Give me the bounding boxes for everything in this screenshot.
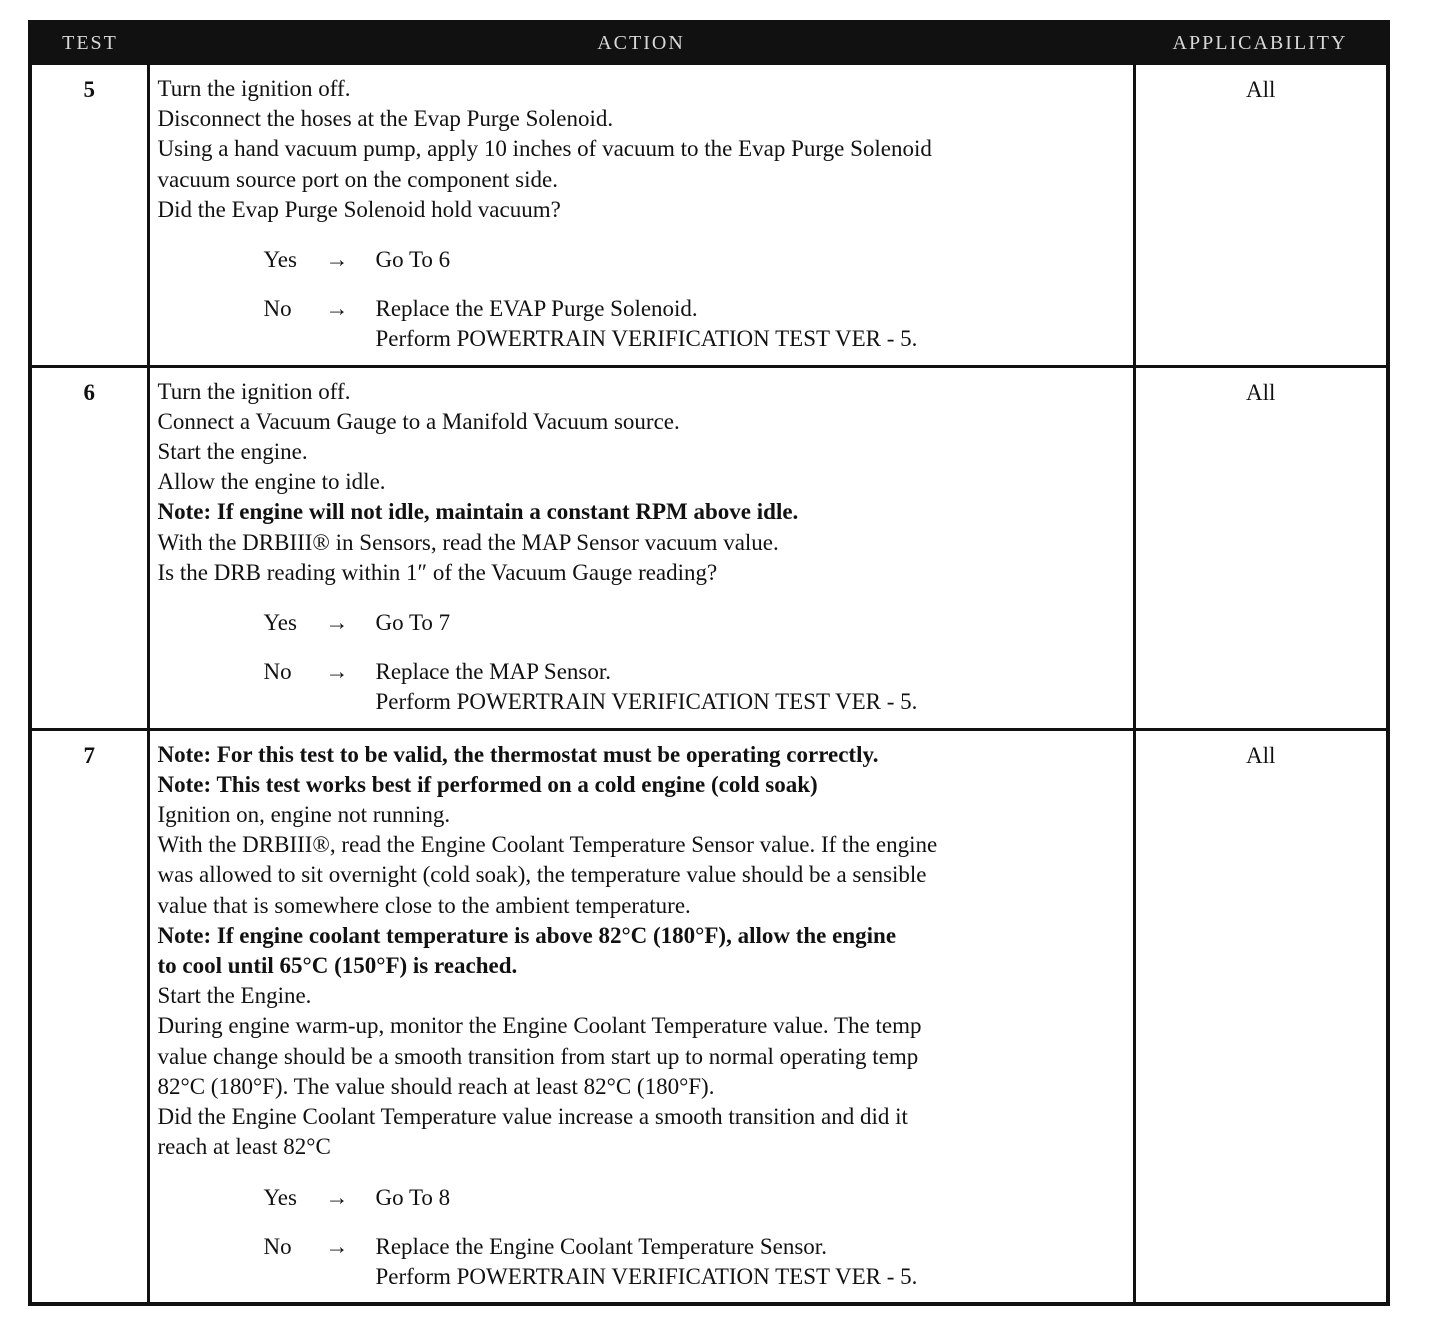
applicability-cell: All [1134, 729, 1388, 1304]
instruction-line: reach at least 82°C [157, 1134, 331, 1160]
instruction-line: was allowed to sit overnight (cold soak), the temperature value should be a sensible [157, 862, 927, 888]
result-line: Go To 7 [375, 610, 451, 636]
test-number: 5 [30, 64, 148, 367]
instruction-line: Turn the ignition off. [157, 378, 351, 404]
result-line: Perform POWERTRAIN VERIFICATION TEST VER - 5. [375, 689, 918, 715]
table-row [30, 729, 1388, 1304]
header-applicability: APPLICABILITY [1134, 22, 1388, 64]
yes-outcome [264, 245, 1127, 275]
note-line: Note: If engine will not idle, maintain a constant RPM above idle. [157, 499, 799, 525]
right-arrow-icon: → [325, 610, 349, 636]
no-label: No [263, 296, 292, 322]
right-arrow-icon: → [325, 659, 349, 685]
right-arrow-icon: → [325, 247, 349, 273]
result-line: Replace the MAP Sensor. [375, 659, 612, 685]
right-arrow-icon: → [325, 296, 349, 322]
no-outcome [264, 1232, 1127, 1292]
no-label: No [263, 659, 292, 685]
yes-outcome [264, 1183, 1127, 1213]
instruction-line: 82°C (180°F). The value should reach at least 82°C (180°F). [157, 1073, 715, 1099]
instruction-line: Start the Engine. [157, 983, 312, 1009]
table-body [30, 64, 1388, 1305]
instruction-line: With the DRBIII® in Sensors, read the MAP Sensor vacuum value. [157, 529, 779, 555]
table-row [30, 366, 1388, 729]
action-cell [148, 64, 1134, 367]
applicability-cell: All [1134, 64, 1388, 367]
no-outcome [264, 294, 1127, 354]
instruction-line: Did the Evap Purge Solenoid hold vacuum? [157, 196, 561, 222]
yes-label: Yes [263, 247, 297, 273]
no-result [376, 657, 1127, 717]
note-line: Note: If engine coolant temperature is above 82°C (180°F), allow the engine [157, 922, 897, 948]
no-outcome [264, 657, 1127, 717]
instruction-line: During engine warm-up, monitor the Engine Coolant Temperature value. The temp [157, 1013, 922, 1039]
result-line: Replace the EVAP Purge Solenoid. [375, 296, 698, 322]
yes-label: Yes [263, 1184, 297, 1210]
instruction-line: Turn the ignition off. [157, 76, 351, 101]
note-line: Note: For this test to be valid, the thermostat must be operating correctly. [157, 741, 879, 767]
instruction-line: Start the engine. [157, 439, 308, 465]
instruction-line: Using a hand vacuum pump, apply 10 inches of vacuum to the Evap Purge Solenoid [157, 136, 932, 162]
table-row [30, 64, 1388, 367]
header-action: ACTION [148, 22, 1134, 64]
instruction-line: Is the DRB reading within 1″ of the Vacuum Gauge reading? [157, 559, 718, 585]
instruction-line: Allow the engine to idle. [157, 469, 386, 495]
instruction-line: value that is somewhere close to the ambient temperature. [157, 892, 691, 918]
yes-outcome [264, 608, 1127, 638]
test-number: 7 [30, 729, 148, 1304]
yes-result [376, 608, 1127, 638]
instruction-line: Ignition on, engine not running. [157, 802, 451, 828]
header-test: TEST [30, 22, 148, 64]
table-header-row [30, 22, 1388, 64]
instruction-line: Disconnect the hoses at the Evap Purge Solenoid. [157, 106, 614, 132]
instruction-line: Connect a Vacuum Gauge to a Manifold Vacuum source. [157, 408, 680, 434]
no-result [376, 294, 1127, 354]
action-cell [148, 366, 1134, 729]
instruction-line: Did the Engine Coolant Temperature value increase a smooth transition and did it [157, 1104, 908, 1130]
instruction-line: value change should be a smooth transition from start up to normal operating temp [157, 1043, 919, 1069]
result-line: Go To 6 [375, 247, 451, 273]
no-label: No [263, 1233, 292, 1259]
yes-result [376, 1183, 1127, 1213]
right-arrow-icon: → [325, 1233, 349, 1259]
diagnostic-test-table [28, 20, 1390, 1306]
instruction-line: vacuum source port on the component side. [157, 166, 558, 192]
note-line: Note: This test works best if performed on a cold engine (cold soak) [157, 771, 818, 797]
yes-label: Yes [263, 610, 297, 636]
result-line: Replace the Engine Coolant Temperature Sensor. [375, 1233, 827, 1259]
instruction-line: With the DRBIII®, read the Engine Coolant Temperature Sensor value. If the engine [157, 832, 938, 858]
yes-result [376, 245, 1127, 275]
note-line: to cool until 65°C (150°F) is reached. [157, 953, 518, 979]
applicability-cell: All [1134, 366, 1388, 729]
right-arrow-icon: → [325, 1184, 349, 1210]
action-cell [148, 729, 1134, 1304]
result-line: Perform POWERTRAIN VERIFICATION TEST VER - 5. [375, 326, 918, 352]
result-line: Go To 8 [375, 1184, 451, 1210]
result-line: Perform POWERTRAIN VERIFICATION TEST VER - 5. [375, 1263, 918, 1289]
no-result [376, 1232, 1127, 1292]
test-number: 6 [30, 366, 148, 729]
